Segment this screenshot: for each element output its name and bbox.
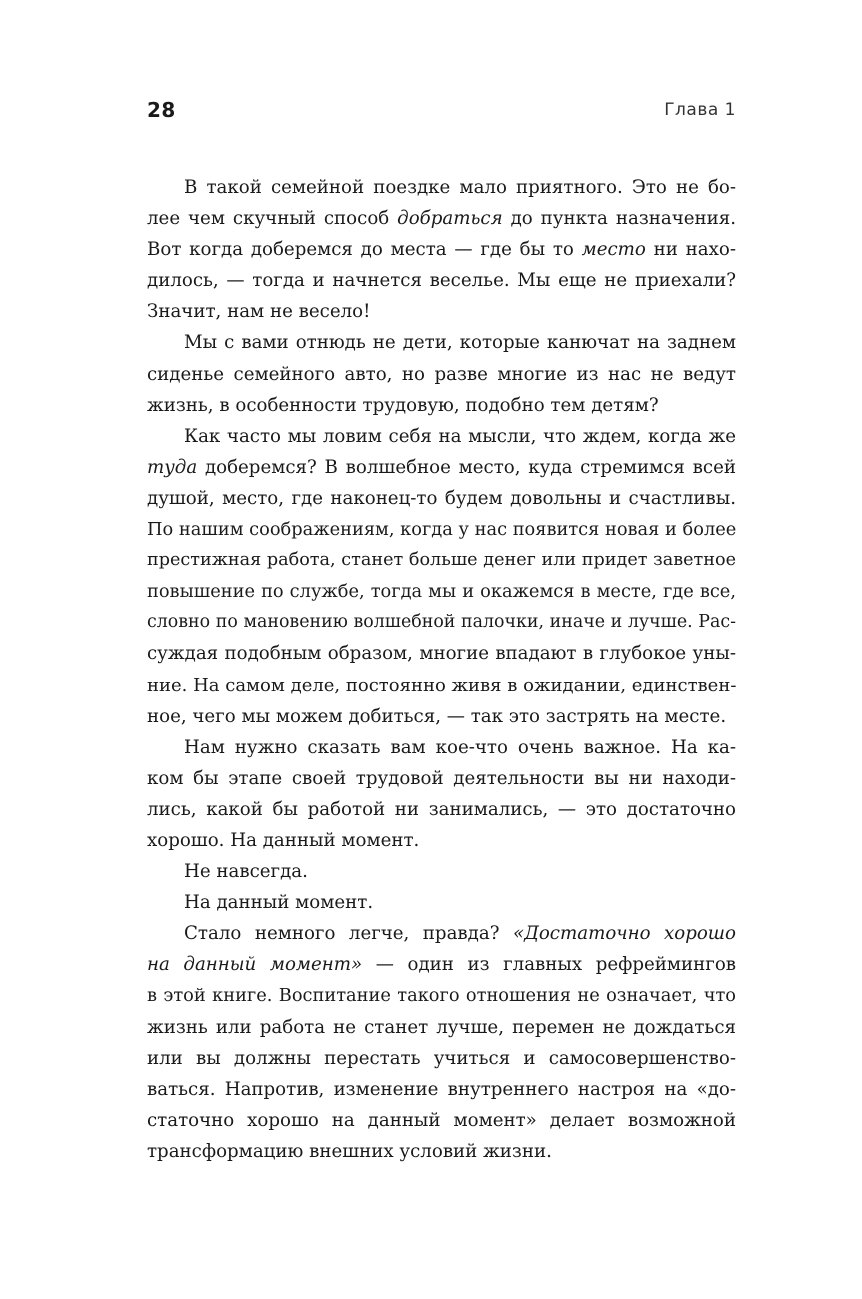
text-line: По нашим соображениям, когда у нас появится новая и более — [147, 519, 736, 541]
text-line: На данный момент. — [184, 892, 374, 914]
chapter-label: Глава 1 — [664, 100, 736, 120]
text-run: Вот когда доберемся до места — где бы то — [147, 239, 582, 261]
text-line — [147, 203, 736, 234]
text-line: ваться. Напротив, изменение внутреннего настроя на «до- — [147, 1078, 736, 1100]
italic-run: на данный момент» — [147, 954, 363, 976]
text-line: Как часто мы ловим себя на мысли, что ждем, когда же — [184, 425, 736, 447]
text-line: статочно хорошо на данный момент» делает возможной — [147, 1109, 736, 1131]
italic-run: место — [581, 239, 646, 261]
text-line: в этой книге. Воспитание такого отношения не означает, что — [147, 985, 736, 1007]
text-run: — один из главных рефреймингов — [362, 954, 736, 976]
body-text — [147, 172, 736, 1167]
text-line — [147, 452, 736, 483]
italic-run: «Достаточно хорошо — [512, 923, 736, 945]
text-line: душой, место, где наконец-то будем довольны и счастливы. — [147, 487, 736, 509]
text-line: словно по мановению волшебной палочки, иначе и лучше. Рас- — [147, 612, 736, 633]
text-line: Нам нужно сказать вам кое-что очень важное. На ка- — [184, 736, 736, 758]
text-line: престижная работа, станет больше денег или придет заветное — [147, 550, 736, 571]
text-line — [147, 918, 736, 949]
italic-run: туда — [147, 456, 198, 478]
text-run: до пункта назначения. — [502, 208, 736, 230]
text-line: лись, какой бы работой ни занимались, — это достаточно — [147, 798, 736, 820]
text-line: или вы должны перестать учиться и самосовершенство- — [147, 1047, 736, 1069]
text-line: Не навсегда. — [184, 861, 308, 883]
text-line: ком бы этапе своей трудовой деятельности вы ни находи- — [147, 767, 736, 789]
text-run: Стало немного легче, правда? — [184, 923, 513, 945]
page-number: 28 — [147, 98, 176, 122]
running-header — [147, 98, 736, 132]
text-run: ни нахо- — [645, 239, 736, 261]
text-line: суждая подобным образом, многие впадают в глубокое уны- — [147, 643, 736, 665]
italic-run: добраться — [397, 208, 503, 230]
text-line: ное, чего мы можем добиться, — так это застрять на месте. — [147, 705, 727, 727]
text-line: повышение по службе, тогда мы и окажемся в месте, где все, — [147, 581, 736, 603]
text-line: сиденье семейного авто, но разве многие из нас не ведут — [147, 363, 736, 385]
text-line: Значит, нам не весело! — [147, 301, 371, 323]
text-line: жизнь или работа не станет лучше, перемен не дождаться — [147, 1016, 736, 1038]
text-line: жизнь, в особенности трудовую, подобно тем детям? — [147, 394, 659, 416]
text-line — [147, 949, 736, 980]
text-run: лее чем скучный способ — [147, 208, 398, 230]
text-line: ние. На самом деле, постоянно живя в ожидании, единствен- — [147, 674, 736, 696]
text-line — [147, 234, 736, 265]
text-line: дилось, — тогда и начнется веселье. Мы еще не приехали? — [147, 270, 736, 292]
text-run: доберемся? В волшебное место, куда стремимся всей — [197, 456, 736, 478]
text-line: Мы с вами отнюдь не дети, которые канючат на заднем — [184, 332, 736, 354]
text-line: хорошо. На данный момент. — [147, 829, 420, 851]
text-line: В такой семейной поездке мало приятного. Это не бо- — [184, 177, 736, 198]
text-line: трансформацию внешних условий жизни. — [147, 1140, 552, 1162]
